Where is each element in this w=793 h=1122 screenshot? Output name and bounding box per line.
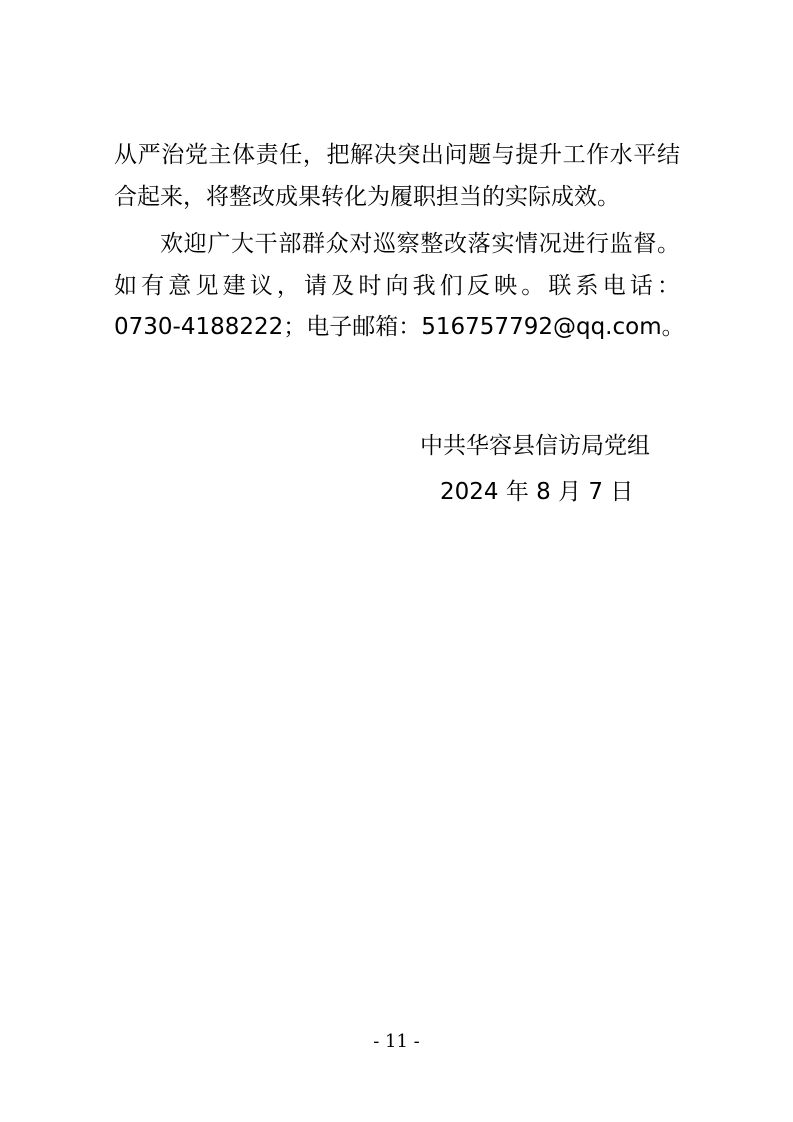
body-line-4: 如有意见建议，请及时向我们反映。联系电话： — [114, 273, 680, 299]
body-line-1: 从严治党主体责任，把解决突出问题与提升工作水平结 — [114, 142, 680, 168]
signature-organization: 中共华容县信访局党组 — [420, 433, 650, 459]
body-line-5: 0730-4188222；电子邮箱：516757792@qq.com。 — [114, 314, 685, 340]
body-line-2: 合起来，将整改成果转化为履职担当的实际成效。 — [114, 184, 620, 210]
signature-date: 2024 年 8 月 7 日 — [440, 479, 634, 505]
body-line-3: 欢迎广大干部群众对巡察整改落实情况进行监督。 — [160, 231, 680, 257]
page-number: - 11 - — [373, 1031, 420, 1052]
